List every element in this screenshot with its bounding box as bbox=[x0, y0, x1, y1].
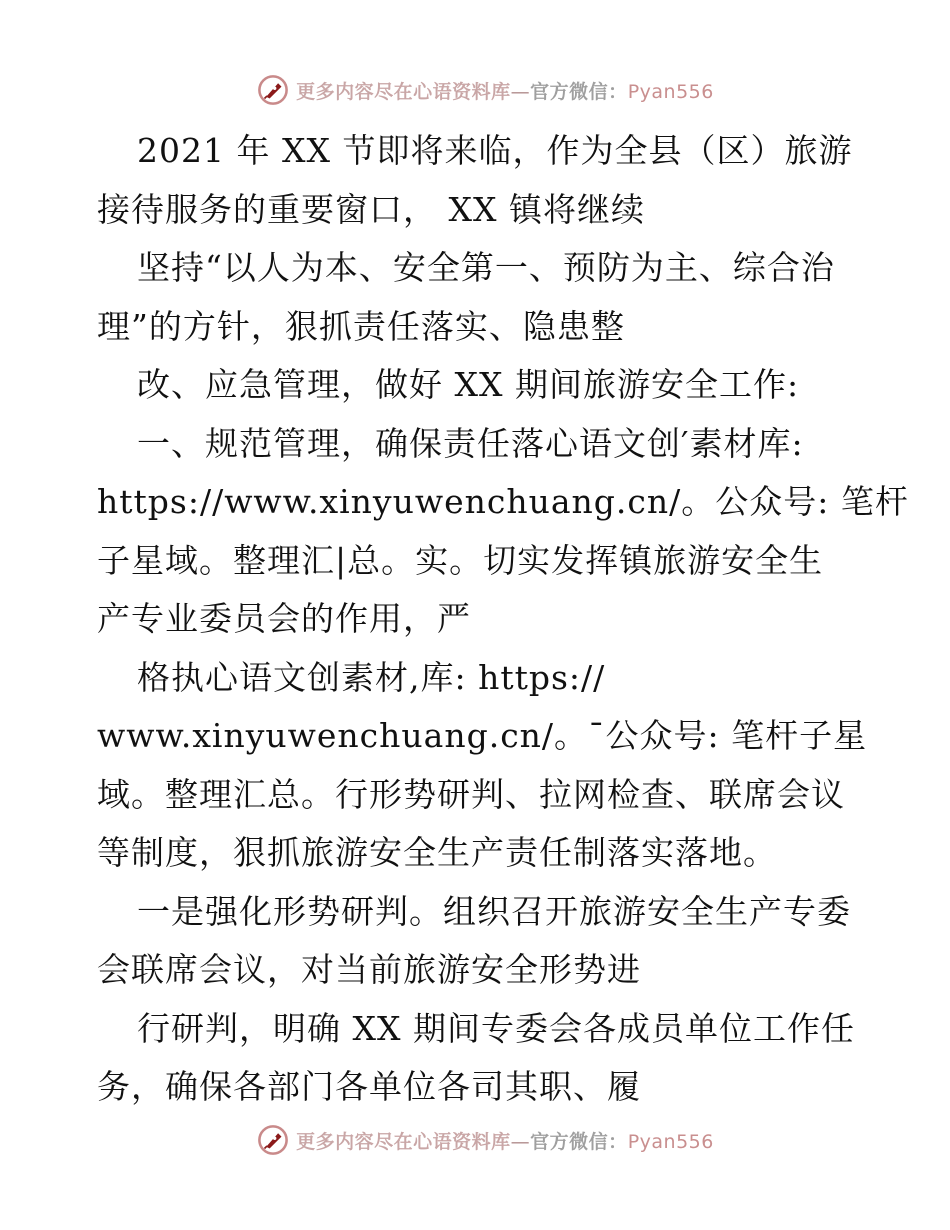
footer-banner-official: 官方微信： bbox=[530, 1130, 628, 1153]
body-line-12: 域。整理汇总。行形势研判、拉网检查、联席会议 bbox=[97, 774, 845, 814]
header-banner-inner bbox=[256, 73, 714, 107]
footer-banner bbox=[0, 1120, 950, 1160]
body-line-2: 接待服务的重要窗口， XX 镇将继续 bbox=[97, 189, 645, 229]
body-line-17: 务，确保各部门各单位各司其职、履 bbox=[97, 1067, 641, 1106]
body-line-9: 产专业委员会的作用，严 bbox=[97, 599, 471, 638]
body-line-7: https://www.xinyuwenchuang.cn/。公众号: 笔杆 bbox=[97, 482, 909, 521]
document-body bbox=[97, 122, 909, 1117]
footer-banner-inner bbox=[256, 1123, 714, 1157]
header-banner-text bbox=[296, 77, 714, 104]
footer-banner-text bbox=[296, 1127, 714, 1154]
header-banner-official: 官方微信： bbox=[530, 80, 628, 103]
header-banner bbox=[0, 70, 950, 110]
header-banner-dash: — bbox=[510, 80, 531, 103]
pen-nib-icon bbox=[256, 1123, 290, 1157]
body-line-10: 格执心语文创素材,库: https:// bbox=[137, 657, 606, 697]
body-line-3: 坚持“以人为本、安全第一、预防为主、综合治 bbox=[137, 248, 835, 287]
body-line-5: 改、应急管理，做好 XX 期间旅游安全工作: bbox=[137, 365, 800, 404]
body-line-14: 一是强化形势研判。组织召开旅游安全生产专委 bbox=[137, 891, 851, 931]
footer-banner-wechat: Pyan556 bbox=[627, 1130, 714, 1153]
header-banner-wechat: Pyan556 bbox=[627, 80, 714, 103]
body-line-8: 子星域。整理汇|总。实。切实发挥镇旅游安全生 bbox=[97, 540, 824, 580]
body-line-6: 一、规范管理，确保责任落心语文创′素材库: bbox=[137, 423, 804, 463]
body-line-4: 理”的方针，狠抓责任落实、隐患整 bbox=[97, 306, 625, 346]
body-line-11: www.xinyuwenchuang.cn/。¯公众号: 笔杆子星 bbox=[97, 716, 868, 755]
footer-banner-dash: — bbox=[510, 1130, 531, 1153]
pen-nib-icon bbox=[256, 73, 290, 107]
header-banner-title: 更多内容尽在心语资料库 bbox=[296, 80, 511, 103]
body-line-1: 2021 年 XX 节即将来临，作为全县（区）旅游 bbox=[137, 131, 853, 170]
footer-banner-title: 更多内容尽在心语资料库 bbox=[296, 1130, 511, 1153]
body-line-15: 会联席会议，对当前旅游安全形势进 bbox=[97, 950, 641, 989]
body-line-13: 等制度，狠抓旅游安全生产责任制落实落地。 bbox=[97, 833, 777, 872]
body-line-16: 行研判，明确 XX 期间专委会各成员单位工作任 bbox=[137, 1008, 855, 1048]
